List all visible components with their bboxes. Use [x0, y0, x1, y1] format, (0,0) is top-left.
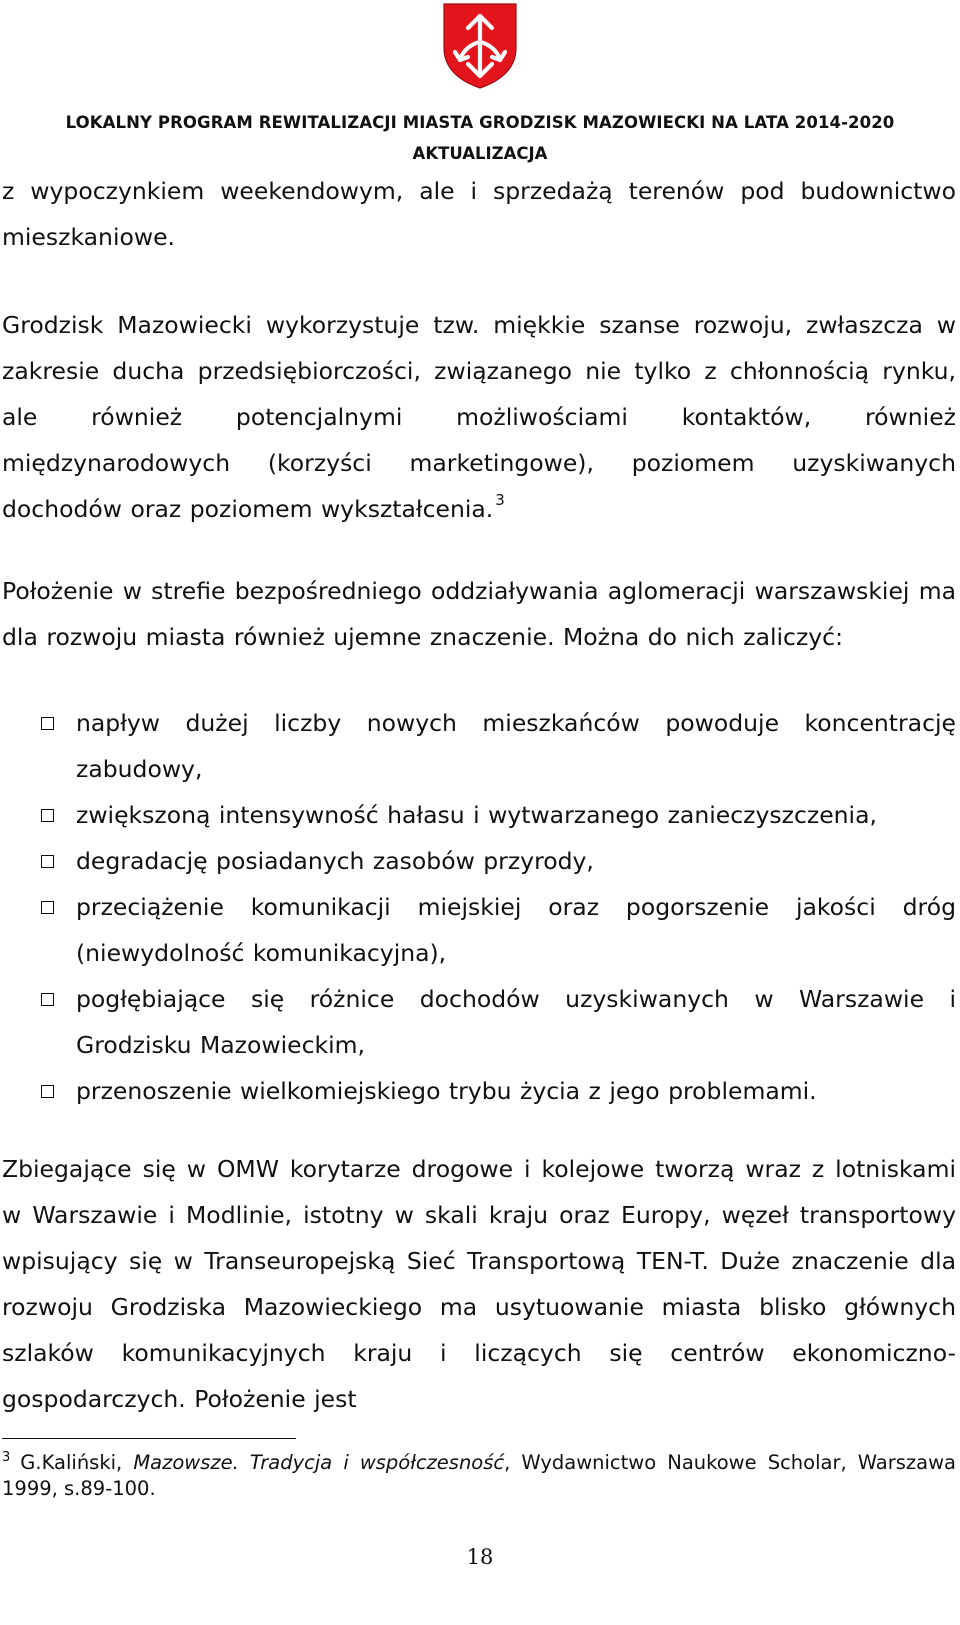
list-item	[2, 1068, 956, 1114]
document-header-subtitle: AKTUALIZACJA	[412, 144, 548, 163]
list-item-text: pogłębiające się różnice dochodów uzyskiwanych w Warszawie i Grodzisku Mazowieckim,	[76, 985, 956, 1059]
empty-square-bullet-icon	[41, 717, 54, 730]
empty-square-bullet-icon	[41, 809, 54, 822]
paragraph-intro-text: z wypoczynkiem weekendowym, ale i sprzedażą terenów pod budownictwo mieszkaniowe.	[2, 177, 956, 251]
footnote-number: 3	[2, 1450, 11, 1465]
empty-square-bullet-icon	[41, 1085, 54, 1098]
list-item-text: przeciążenie komunikacji miejskiej oraz pogorszenie jakości dróg (niewydolność komunikacyjna),	[76, 893, 956, 967]
empty-square-bullet-icon	[41, 901, 54, 914]
document-header-title: LOKALNY PROGRAM REWITALIZACJI MIASTA GRODZISK MAZOWIECKI NA LATA 2014-2020	[65, 113, 895, 132]
paragraph-soft-chances	[2, 302, 956, 532]
paragraph-location	[2, 568, 956, 660]
footnote-author: G.Kaliński,	[20, 1451, 123, 1474]
list-item-text: degradację posiadanych zasobów przyrody,	[76, 847, 594, 875]
negative-effects-list	[2, 700, 956, 1114]
paragraph-intro	[2, 168, 956, 260]
paragraph-location-text: Położenie w strefie bezpośredniego oddziaływania aglomeracji warszawskiej ma dla rozwoju miasta również ujemne znaczenie. Można do nich zaliczyć:	[2, 577, 956, 651]
list-item-text: napływ dużej liczby nowych mieszkańców powoduje koncentrację zabudowy,	[76, 709, 956, 783]
paragraph-transport-corridors-text: Zbiegające się w OMW korytarze drogowe i kolejowe tworzą wraz z lotniskami w Warszawie i Modlinie, istotny w skali kraju oraz Europy, węzeł transportowy wpisujący się w Transeuropejską Sieć Transportową TEN-T. Duże znaczenie dla rozwoju Grodziska Mazowieckiego ma usytuowanie miasta blisko głównych szlaków komunikacyjnych kraju i liczących się centrów ekonomiczno-gospodarczych. Położenie jest	[2, 1155, 956, 1413]
empty-square-bullet-icon	[41, 855, 54, 868]
list-item	[2, 976, 956, 1068]
footnote-book-title: Mazowsze. Tradycja i współczesność	[133, 1451, 505, 1474]
list-item	[2, 700, 956, 792]
footnote-publication: , Wydawnictwo Naukowe Scholar, Warszawa 1999, s.89-100.	[2, 1451, 956, 1500]
footnote	[2, 1450, 956, 1502]
list-item	[2, 838, 956, 884]
list-item	[2, 792, 956, 838]
footnote-separator	[2, 1438, 296, 1439]
paragraph-transport-corridors	[2, 1146, 956, 1422]
grodzisk-coat-of-arms-icon	[440, 2, 520, 90]
empty-square-bullet-icon	[41, 993, 54, 1006]
list-item	[2, 884, 956, 976]
footnote-reference: 3	[495, 491, 505, 509]
list-item-text: przenoszenie wielkomiejskiego trybu życia z jego problemami.	[76, 1077, 817, 1105]
list-item-text: zwiększoną intensywność hałasu i wytwarzanego zanieczyszczenia,	[76, 801, 877, 829]
page-number: 18	[466, 1545, 494, 1569]
paragraph-soft-chances-text: Grodzisk Mazowiecki wykorzystuje tzw. miękkie szanse rozwoju, zwłaszcza w zakresie ducha przedsiębiorczości, związanego nie tylko z chłonnością rynku, ale również potencjalnymi możliwościami kontaktów, również międzynarodowych (korzyści marketingowe), poziomem uzyskiwanych dochodów oraz poziomem wykształcenia.	[2, 311, 956, 523]
